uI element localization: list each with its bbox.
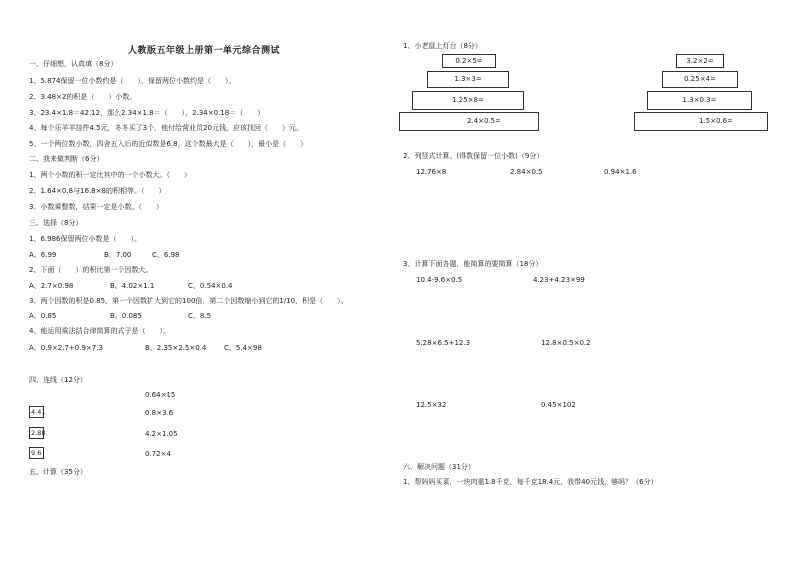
sec2-item-1: 1、两个小数的积一定比其中的一个小数大。（ ） xyxy=(29,171,191,179)
sec3-question-2: 2、下面（ ）的积比第一个因数大。 xyxy=(29,266,153,274)
sec1-item-5: 5、一个两位数小数，四舍五入后的近似数是6.8，这个数最大是（ ），最小是（ ） xyxy=(29,140,308,148)
section-6-heading: 六、解决问题（31分） xyxy=(403,463,475,471)
sec2-item-2: 2、1.64×0.8与16.8×8的积相等。（ ） xyxy=(29,187,166,195)
section-2-heading: 二、我来做判断（6分） xyxy=(29,155,104,163)
sec3-q3-option-a: A、0.85 xyxy=(29,312,57,320)
sec3-q3-option-b: B、0.085 xyxy=(110,312,142,320)
sec2-item-3: 3、小数乘整数，结果一定是小数。（ ） xyxy=(29,203,163,211)
right-q3-heading: 3、计算下面各题，能简算的要简算（18分） xyxy=(403,260,543,268)
tower-right-step-2: 0.25×4= xyxy=(662,71,738,88)
sec1-item-2: 2、3.48×2的积是（ ）小数。 xyxy=(29,93,137,101)
simplify-calc-4: 12.8×0.5×0.2 xyxy=(541,339,591,347)
section-1-heading: 一、仔细想，认真填（8分） xyxy=(29,60,118,68)
right-q2-heading: 2、列竖式计算。(得数保留一位小数)（9分） xyxy=(403,152,544,160)
sec3-q4-option-a: A、0.9×2.7+0.9×7.3 xyxy=(29,344,103,352)
match-expression-3: 4.2×1.05 xyxy=(145,430,178,438)
sec3-question-3: 3、两个因数的积是0.85，第一个因数扩大到它的100倍，第二个因数缩小到它的1/10，积是（ ）。 xyxy=(29,297,348,305)
sec3-q2-option-a: A、2.7×0.98 xyxy=(29,282,74,290)
sec3-q2-option-b: B、4.02×1.1 xyxy=(110,282,155,290)
sec1-item-4: 4、每个乐羊羊挂件4.5元，冬冬买了3个，他付给营业员20元钱，应该找回（ ）元。 xyxy=(29,124,303,132)
sec1-item-3: 3、23.4×1.8＝42.12，那么2.34×1.8＝（ ），2.34×0.18＝（ ） xyxy=(29,109,265,117)
sec3-q4-option-b: B、2.35×2.5×0.4 xyxy=(145,344,207,352)
sec3-question-4: 4、能运用乘法结合律简算的式子是（ ）。 xyxy=(29,327,170,335)
sec3-q1-option-a: A、6.99 xyxy=(29,251,57,259)
match-box-3: 9.6 xyxy=(29,447,44,459)
tower-left-step-1: 0.2×5= xyxy=(442,54,496,68)
sec1-item-1: 1、5.874保留一位小数约是（ ），保留两位小数约是（ ）。 xyxy=(29,77,236,85)
tower-left-step-4: 2.4×0.5= xyxy=(399,112,539,131)
page-title: 人教版五年级上册第一单元综合测试 xyxy=(128,46,281,56)
match-expression-2: 0.8×3.6 xyxy=(145,409,174,417)
simplify-calc-2: 4.23+4.23×99 xyxy=(533,276,585,284)
tower-right-step-3: 1.3×0.3= xyxy=(647,91,752,110)
vertical-calc-2: 2.84×0.5 xyxy=(510,168,543,176)
match-expression-4: 0.72×4 xyxy=(145,450,171,458)
section-4-heading: 四、连线（12分） xyxy=(29,376,87,384)
sec3-q1-option-c: C、6.98 xyxy=(152,251,180,259)
section-3-heading: 三、选择（8分） xyxy=(29,219,83,227)
right-q1-heading: 1、小老鼠上灯台（8分） xyxy=(403,42,482,50)
simplify-calc-1: 10.4-9.6×0.5 xyxy=(416,276,463,284)
tower-left-step-3: 1.25×8= xyxy=(412,91,524,110)
sec6-question-1: 1、帮妈妈买菜，一块肉重1.8千克，每千克18.4元，我带40元钱，够吗？（6分） xyxy=(403,478,658,486)
sec3-q1-option-b: B、7.00 xyxy=(104,251,132,259)
match-box-1: 4.41 xyxy=(31,408,46,416)
match-box-2: 2.88 xyxy=(31,429,46,437)
sec3-q2-option-c: C、0.54×0.4 xyxy=(188,282,233,290)
simplify-calc-3: 5.28×6.5+12.3 xyxy=(416,339,471,347)
match-expression-1: 0.64×15 xyxy=(145,391,176,399)
sec3-q4-option-c: C、5.4×98 xyxy=(224,344,262,352)
simplify-calc-6: 0.45×102 xyxy=(541,401,576,409)
sec3-q3-option-c: C、8.5 xyxy=(188,312,212,320)
tower-left-step-2: 1.3×3= xyxy=(427,71,509,88)
vertical-calc-1: 12.76×8 xyxy=(416,168,447,176)
simplify-calc-5: 12.5×32 xyxy=(416,401,447,409)
vertical-calc-3: 0.94×1.6 xyxy=(604,168,637,176)
section-5-heading: 五、计算（35分） xyxy=(29,468,87,476)
tower-right-step-4: 1.5×0.6= xyxy=(634,112,768,131)
tower-right-step-1: 3.2×2= xyxy=(676,54,724,68)
sec3-question-1: 1、6.986保留两位小数是（ ）。 xyxy=(29,235,141,243)
